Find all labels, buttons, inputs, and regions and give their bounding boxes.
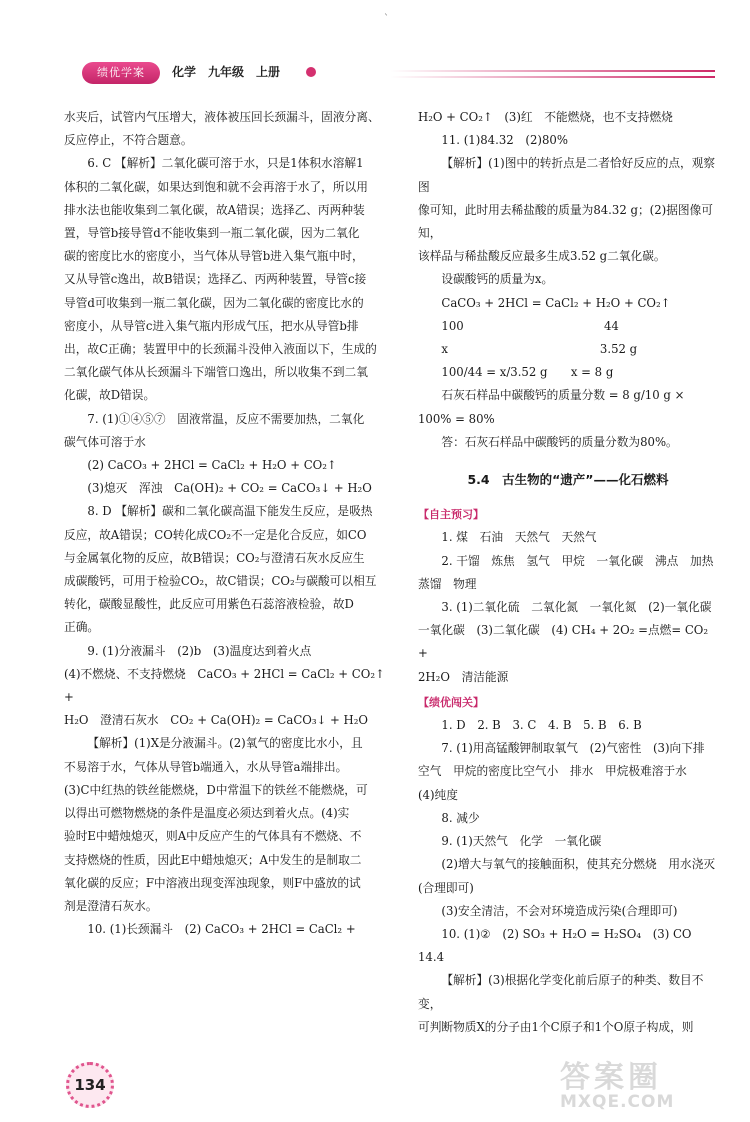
text-line: 化碳，故D错误。 [64,388,156,403]
right-column [418,106,718,1039]
text-line: (4)不燃烧、不支持燃烧 CaCO₃ + 2HCl = CaCl₂ + CO₂↑ + [64,666,385,705]
text-line: 碳气体可溶于水 [64,434,146,449]
text-line: 氧化碳的反应；F中溶液出现变浑浊现象，则F中盛放的试 [64,875,361,890]
text-line: 7. (1)①④⑤⑦ 固液常温，反应不需要加热，二氧化 [87,411,365,426]
checkpoint-block [418,714,718,1039]
answers-block [418,106,718,454]
preview-block [418,526,718,688]
text-line: 9. (1)天然气 化学 一氧化碳 [441,834,602,849]
scan-mark: ˋ [384,14,389,25]
text-line: 以得出可燃物燃烧的条件是温度必须达到着火点。(4)实 [64,806,350,821]
text-line: 不易溶于水，气体从导管b端通入，水从导管a端排出。 [64,759,348,774]
text-line: (合理即可) [418,880,474,895]
text-line: H₂O + CO₂↑ (3)红 不能燃烧，也不支持燃烧 [418,110,673,124]
text-line: 设碳酸钙的质量为x。 [441,272,554,287]
watermark-logo-text: 答案圈 [560,1060,662,1095]
text-line: 石灰石样品中碳酸钙的质量分数 = 8 g/10 g × 100% = 80% [418,388,685,426]
text-line: CaCO₃ + 2HCl = CaCl₂ + H₂O + CO₂↑ [441,295,671,310]
text-line: 二氧化碳气体从长颈漏斗下端管口逸出，所以收集不到二氧 [64,365,368,380]
text-line: 9. (1)分液漏斗 (2)b (3)温度达到着火点 [87,643,312,658]
text-line: 11. (1)84.32 (2)80% [441,133,568,148]
text-line: 【解析】(1)X是分液漏斗。(2)氧气的密度比水小，且 [87,736,363,751]
text-line: 一氧化碳 (3)二氧化碳 (4) CH₄ + 2O₂ =点燃= CO₂ + [418,623,709,661]
page-header [0,0,750,95]
text-line: 又从导管c逸出，故B错误；选择乙、丙两种装置，导管c接 [64,272,367,287]
text-line: 蒸馏 物理 [418,576,477,591]
text-line: 置，导管b接导管d不能收集到一瓶二氧化碳，因为二氧化 [64,226,360,241]
text-line: 反应，故A错误；CO转化成CO₂不一定是化合反应，如CO [64,527,367,542]
text-line: 100 44 [441,318,619,333]
text-line: 3. (1)二氧化硫 二氧化氮 一氧化氮 (2)一氧化碳 [441,600,712,615]
text-line: 10. (1)长颈漏斗 (2) CaCO₃ + 2HCl = CaCl₂ + [87,922,356,937]
text-line: 体积的二氧化碳，如果达到饱和就不会再溶于水了，所以用 [64,179,368,194]
text-line: (3)熄灭 浑浊 Ca(OH)₂ + CO₂ = CaCO₃↓ + H₂O [87,481,372,496]
text-line: 10. (1)② (2) SO₃ + H₂O = H₂SO₄ (3) CO 14.4 [418,926,704,965]
text-line: (3)C中红热的铁丝能燃烧，D中常温下的铁丝不能燃烧，可 [64,782,368,797]
text-line: 反应停止，不符合题意。 [64,133,193,148]
text-line: x 3.52 g [441,342,638,357]
text-line: 密度小，从导管c进入集气瓶内形成气压，把水从导管b排 [64,318,359,333]
text-line: 6. C 【解析】二氧化碳可溶于水，只是1体积水溶解1 [87,156,364,171]
text-line: (2)增大与氧气的接触面积，使其充分燃烧 用水浇灭 [441,857,716,872]
text-line: 【解析】(3)根据化学变化前后原子的种类、数目不变， [418,973,704,1011]
text-line: H₂O 澄清石灰水 CO₂ + Ca(OH)₂ = CaCO₃↓ + H₂O [64,713,369,728]
text-line: 像可知，此时用去稀盐酸的质量为84.32 g；(2)据图像可知， [418,202,713,241]
text-line: 1. 煤 石油 天然气 天然气 [441,530,597,545]
header-rule-bottom [390,76,715,78]
text-line: 碳的密度比水的密度小，当气体从导管b进入集气瓶中时， [64,249,364,264]
text-line: 验时E中蜡烛熄灭，则A中反应产生的气体具有不燃烧、不 [64,829,362,844]
text-line: 100/44 = x/3.52 g x = 8 g [441,365,614,380]
text-line: 出，故C正确；装置甲中的长颈漏斗没伸入液面以下，生成的 [64,342,377,357]
label-checkpoint: 【绩优闯关】 [418,695,484,709]
text-line: 剂是澄清石灰水。 [64,898,158,913]
text-line: 答：石灰石样品中碳酸钙的质量分数为80%。 [441,434,678,449]
text-line: 支持燃烧的性质，因此E中蜡烛熄灭；A中发生的是制取二 [64,852,362,867]
text-line: 成碳酸钙，可用于检验CO₂，故C错误；CO₂与碳酸可以相互 [64,574,377,589]
text-line: (4)纯度 [418,787,458,802]
text-line: 正确。 [64,620,100,635]
label-preview: 【自主预习】 [418,508,484,522]
section-title: 5.4 古生物的“遗产”——化石燃料 [467,472,669,488]
text-line: (2) CaCO₃ + 2HCl = CaCl₂ + H₂O + CO₂↑ [87,458,337,473]
subject-title: 化学 九年级 上册 [172,65,281,79]
text-line: 导管d可收集到一瓶二氧化碳，因为二氧化碳的密度比水的 [64,295,364,310]
text-line: 8. 减少 [441,810,480,825]
left-column [64,106,386,941]
text-line: 水夹后，试管内气压增大，液体被压回长颈漏斗，固液分离、 [64,110,380,124]
text-line: 1. D 2. B 3. C 4. B 5. B 6. B [441,718,642,733]
text-line: 8. D 【解析】碳和二氧化碳高温下能发生反应，是吸热 [87,504,373,519]
text-line: 2H₂O 清洁能源 [418,669,509,684]
header-rule-top [390,70,715,72]
text-line: (3)安全清洁，不会对环境造成污染(合理即可) [441,903,678,918]
page-number: 134 [66,1062,114,1108]
text-line: 空气 甲烷的密度比空气小 排水 甲烷极难溶于水 [418,764,687,779]
text-line: 排水法也能收集到二氧化碳，故A错误；选择乙、丙两种装 [64,202,365,217]
text-line: 【解析】(1)图中的转折点是二者恰好反应的点，观察图 [418,156,716,194]
header-dot [306,67,316,77]
text-line: 7. (1)用高锰酸钾制取氧气 (2)气密性 (3)向下排 [441,741,705,756]
series-tag: 绩优学案 [82,62,160,84]
watermark-url: MXQE.COM [560,1092,675,1112]
text-line: 可判断物质X的分子由1个C原子和1个O原子构成，则 [418,1019,694,1034]
text-line: 该样品与稀盐酸反应最多生成3.52 g二氧化碳。 [418,249,666,264]
watermark [560,1052,740,1118]
text-line: 转化，碳酸显酸性，此反应可用紫色石蕊溶液检验，故D [64,597,354,612]
text-line: 2. 干馏 炼焦 氢气 甲烷 一氧化碳 沸点 加热 [441,553,714,568]
text-line: 与金属氧化物的反应，故B错误；CO₂与澄清石灰水反应生 [64,550,365,565]
